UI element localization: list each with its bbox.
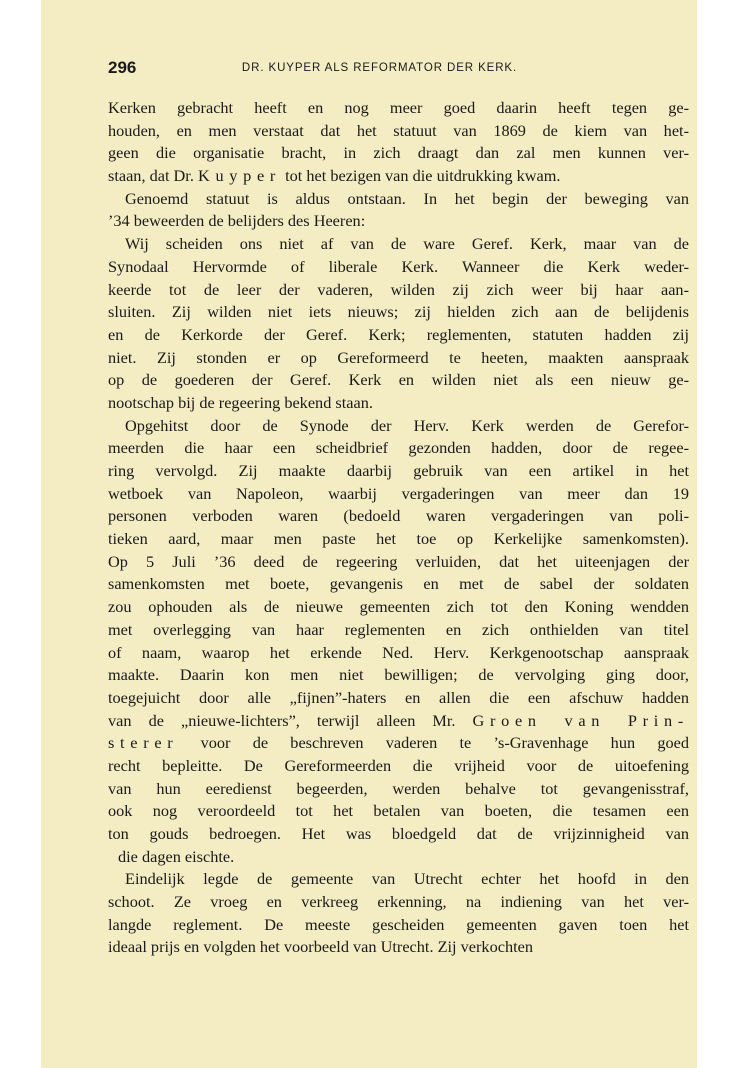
text-line: zou ophouden als de nieuwe gemeenten zich tot den Koning wendden (108, 597, 689, 617)
text-line: Eindelijk legde de gemeente van Utrecht echter het hoofd in den (125, 869, 689, 889)
running-head: DR. KUYPER ALS REFORMATOR DER KERK. (241, 62, 518, 74)
text-line: personen verboden waren (bedoeld waren vergaderingen van poli- (108, 506, 689, 526)
text-line: ’34 beweerden de belijders des Heeren: (108, 211, 366, 231)
text-line: ton gouds bedroegen. Het was bloedgeld dat de vrijzinnigheid van (108, 824, 689, 843)
text-line: Opgehitst door de Synode der Herv. Kerk werden de Gerefor- (125, 415, 689, 435)
text-line: samenkomsten met boete, gevangenis en met de sabel der soldaten (108, 574, 689, 594)
text-line: langde reglement. De meeste gescheiden gemeenten gaven toen het (108, 914, 689, 934)
text-line: maakte. Daarin kon men niet bewilligen; de vervolging ging door, (108, 665, 689, 685)
text-line: niet. Zij stonden er op Gereformeerd te heeten, maakten aanspraak (108, 347, 689, 367)
text-fragment: tot het bezigen van die uitdrukking kwam. (281, 166, 561, 186)
text-line: houden, en men verstaat dat het statuut van 1869 de kiem van het- (108, 120, 689, 140)
text-line: Op 5 Juli ’36 deed de regeering verluiden, dat het uiteenjagen der (108, 551, 689, 571)
spaced-name: sterer (108, 733, 179, 753)
text-line (108, 165, 689, 188)
text-line: schoot. Ze vroeg en verkreeg erkenning, na indiening van het ver- (108, 892, 689, 912)
text-line: ideaal prijs en volgden het voorbeeld van Utrecht. Zij verkochten (108, 937, 533, 957)
text-fragment: van de „nieuwe-lichters”, terwijl alleen Mr. (108, 710, 473, 730)
spaced-name: Groen van Prin- (472, 710, 689, 730)
text-line: meerden die haar een scheidbrief gezonden hadden, door de regee- (108, 438, 689, 458)
text-line: die dagen eischte. (118, 846, 235, 866)
text-line: tieken aard, maar men paste het toe op Kerkelijke samenkomsten). (108, 529, 689, 549)
page-header (108, 58, 651, 82)
text-line: geen die organisatie bracht, in zich draagt dan zal men kunnen ver- (108, 143, 689, 163)
text-line: en de Kerkorde der Geref. Kerk; reglementen, statuten hadden zij (108, 324, 689, 344)
text-line: keerde tot de leer der vaderen, wilden zij zich weer bij haar aan- (108, 279, 689, 299)
text-line: ring vervolgd. Zij maakte daarbij gebruik van een artikel in het (108, 461, 689, 480)
text-fragment: voor de beschreven vaderen te ’s-Gravenhage hun goed (178, 733, 689, 753)
text-line: Genoemd statuut is aldus ontstaan. In het begin der beweging van (125, 188, 689, 208)
text-line: recht bepleitte. De Gereformeerden die vrijheid voor de uitoefening (108, 755, 689, 775)
text-line: wetboek van Napoleon, waarbij vergaderingen van meer dan 19 (108, 483, 689, 503)
text-line: Synodaal Hervormde of liberale Kerk. Wanneer die Kerk weder- (108, 256, 689, 276)
text-line: Wij scheiden ons niet af van de ware Geref. Kerk, maar van de (125, 234, 689, 254)
text-line: Kerken gebracht heeft en nog meer goed daarin heeft tegen ge- (108, 98, 689, 117)
body-text (108, 97, 689, 959)
page-number: 296 (108, 58, 137, 77)
text-fragment: staan, dat Dr. (108, 166, 198, 186)
text-line: nootschap bij de regeering bekend staan. (108, 392, 373, 412)
text-line: met overlegging van haar reglementen en zich onthielden van titel (108, 619, 689, 639)
text-line: ook nog veroordeeld tot het betalen van boeten, die tesamen een (108, 801, 689, 821)
text-line: van hun eeredienst begeerden, werden behalve tot gevangenisstraf, (108, 778, 689, 798)
book-page (41, 0, 697, 1068)
text-line (108, 710, 689, 733)
text-line: op de goederen der Geref. Kerk en wilden niet als een nieuw ge- (108, 370, 689, 390)
spaced-name: Kuyper (197, 166, 282, 186)
text-line: of naam, waarop het erkende Ned. Herv. Kerkgenootschap aanspraak (108, 642, 689, 662)
text-line (108, 732, 689, 755)
text-line: sluiten. Zij wilden niet iets nieuws; zij hielden zich aan de belijdenis (108, 302, 689, 322)
text-line: toegejuicht door alle „fijnen”-haters en allen die een afschuw hadden (108, 687, 689, 707)
